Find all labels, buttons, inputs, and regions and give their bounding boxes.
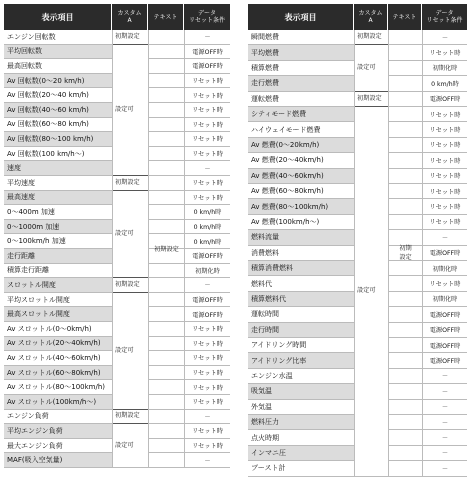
reset-condition-cell: － bbox=[422, 369, 467, 383]
row-label: 0～1000m 加速 bbox=[4, 220, 112, 234]
reset-condition-cell: 電源OFF時 bbox=[422, 246, 467, 260]
row-label: 外気温 bbox=[251, 402, 272, 411]
reset-condition-cell: リセット時 bbox=[422, 107, 467, 121]
header-custom-a: カスタム A bbox=[112, 4, 148, 30]
row-label: 走行距離 bbox=[4, 249, 112, 263]
reset-condition-cell: － bbox=[422, 400, 467, 414]
row-label: Av 燃費(80～100km/h) bbox=[248, 199, 354, 213]
row-label: 吸気温 bbox=[248, 384, 354, 398]
custom-a-group: 設定可 bbox=[113, 424, 148, 467]
reset-condition-cell: リセット時 bbox=[422, 122, 467, 136]
row-label: シティモード燃費 bbox=[248, 107, 354, 121]
reset-condition-cell: － bbox=[422, 415, 467, 429]
reset-condition-cell: 初期化時 bbox=[184, 264, 230, 278]
reset-condition-cell: リセット時 bbox=[422, 169, 467, 183]
reset-condition-cell: － bbox=[184, 453, 230, 467]
table-header bbox=[4, 4, 230, 30]
row-label: インマニ圧 bbox=[248, 446, 354, 460]
reset-condition-cell: － bbox=[422, 430, 467, 444]
row-label: 最大エンジン負荷 bbox=[7, 441, 63, 450]
reset-condition-cell: リセット時 bbox=[184, 337, 230, 351]
row-label: Av 燃費(0～20km/h) bbox=[248, 138, 354, 152]
reset-condition-cell: リセット時 bbox=[422, 184, 467, 198]
reset-condition-cell: リセット時 bbox=[422, 276, 467, 290]
row-label: 消費燃料 bbox=[251, 248, 279, 257]
reset-condition-cell: 電源OFF時 bbox=[422, 92, 467, 106]
row-label: 走行燃費 bbox=[248, 76, 354, 90]
reset-condition-cell: リセット時 bbox=[184, 103, 230, 117]
custom-a-group: 初期設定 bbox=[113, 410, 148, 424]
reset-condition-cell: リセット時 bbox=[422, 199, 467, 213]
row-label: 積算燃料代 bbox=[248, 292, 354, 306]
row-label: Av 燃費(40～60km/h) bbox=[248, 169, 354, 183]
reset-condition-cell: 初期化時 bbox=[422, 61, 467, 75]
custom-a-group: 設定可 bbox=[113, 293, 148, 409]
reset-condition-cell: － bbox=[184, 410, 230, 424]
row-label: ブースト計 bbox=[251, 464, 286, 473]
text-column-value: 初期設定 bbox=[148, 30, 184, 468]
right-table bbox=[248, 4, 467, 477]
custom-a-group: 設定可 bbox=[113, 191, 148, 278]
row-label: 積算走行距離 bbox=[7, 266, 49, 275]
table-body bbox=[4, 30, 230, 468]
reset-condition-cell: リセット時 bbox=[184, 74, 230, 88]
table-body bbox=[248, 30, 467, 477]
reset-condition-cell: 電源OFF時 bbox=[422, 353, 467, 367]
row-label: 燃料代 bbox=[251, 279, 272, 288]
custom-a-group: 設定可 bbox=[355, 107, 388, 476]
reset-condition-cell: リセット時 bbox=[184, 424, 230, 438]
row-label: Av 燃費(60～80km/h) bbox=[251, 187, 324, 196]
column-divider bbox=[354, 30, 355, 477]
row-label: 平均燃費 bbox=[248, 45, 354, 59]
header-text: テキスト bbox=[148, 4, 184, 30]
custom-a-group: 設定可 bbox=[355, 45, 388, 90]
group-separator bbox=[112, 175, 148, 176]
custom-a-group: 初期設定 bbox=[355, 30, 388, 44]
reset-condition-cell: リセット時 bbox=[184, 351, 230, 365]
header-data-reset: データ リセット条件 bbox=[184, 4, 230, 30]
row-label: ハイウェイモード燃費 bbox=[251, 125, 321, 134]
row-label: 0～100km/h 加速 bbox=[7, 237, 66, 246]
reset-condition-cell: 0 km/h時 bbox=[184, 220, 230, 234]
reset-condition-cell: 0 km/h時 bbox=[422, 76, 467, 90]
row-label: 燃料流量 bbox=[248, 230, 354, 244]
row-label: アイドリング時間 bbox=[251, 341, 307, 350]
reset-condition-cell: 電源OFF時 bbox=[184, 293, 230, 307]
reset-condition-cell: リセット時 bbox=[422, 138, 467, 152]
group-separator bbox=[112, 190, 148, 191]
row-label: Av スロットル(40～60km/h) bbox=[7, 353, 101, 362]
reset-condition-cell: 0 km/h時 bbox=[184, 205, 230, 219]
reset-condition-cell: 電源OFF時 bbox=[184, 59, 230, 73]
reset-condition-cell: － bbox=[184, 278, 230, 292]
reset-condition-cell: － bbox=[422, 384, 467, 398]
group-separator bbox=[354, 106, 388, 107]
header-text: テキスト bbox=[388, 4, 422, 30]
row-label: 最高スロットル開度 bbox=[4, 307, 112, 321]
group-separator bbox=[112, 44, 148, 45]
reset-condition-cell: リセット時 bbox=[184, 366, 230, 380]
row-label: Av 回転数(100 km/h～) bbox=[7, 149, 85, 158]
row-label: Av 回転数(60～80 km/h) bbox=[7, 120, 89, 129]
reset-condition-cell: － bbox=[184, 161, 230, 175]
row-label: 瞬間燃費 bbox=[251, 33, 279, 42]
reset-condition-cell: リセット時 bbox=[184, 88, 230, 102]
reset-condition-cell: 電源OFF時 bbox=[422, 338, 467, 352]
left-table bbox=[4, 4, 230, 468]
reset-condition-cell: リセット時 bbox=[422, 153, 467, 167]
reset-condition-cell: リセット時 bbox=[184, 380, 230, 394]
row-label: エンジン水温 bbox=[251, 371, 293, 380]
row-label: Av 回転数(0～20 km/h) bbox=[4, 74, 112, 88]
reset-condition-cell: － bbox=[184, 30, 230, 44]
reset-condition-cell: 電源OFF時 bbox=[422, 307, 467, 321]
row-label: エンジン負荷 bbox=[7, 412, 49, 421]
row-label: 最高回転数 bbox=[7, 61, 42, 70]
group-separator bbox=[354, 44, 388, 45]
row-label: 走行時間 bbox=[248, 323, 354, 337]
row-label: アイドリング比率 bbox=[248, 353, 354, 367]
reset-condition-cell: 電源OFF時 bbox=[184, 307, 230, 321]
row-label: 積算燃費 bbox=[251, 63, 279, 72]
group-separator bbox=[112, 409, 148, 410]
header-item: 表示項目 bbox=[4, 4, 112, 30]
reset-condition-cell: 電源OFF時 bbox=[184, 45, 230, 59]
row-label: Av 燃費(20～40km/h) bbox=[251, 156, 324, 165]
reset-condition-cell: 初期化時 bbox=[422, 292, 467, 306]
row-label: Av スロットル(20～40km/h) bbox=[4, 337, 112, 351]
reset-condition-cell: － bbox=[422, 461, 467, 475]
row-label: Av スロットル(0～0km/h) bbox=[7, 324, 92, 333]
row-label: Av 回転数(40～60 km/h) bbox=[4, 103, 112, 117]
row-label: Av スロットル(80～100km/h) bbox=[7, 383, 106, 392]
row-label: 最高速度 bbox=[4, 191, 112, 205]
row-label: Av スロットル(100km/h～) bbox=[4, 395, 112, 409]
reset-condition-cell: 0 km/h時 bbox=[184, 234, 230, 248]
reset-condition-cell: リセット時 bbox=[422, 215, 467, 229]
custom-a-group: 初期設定 bbox=[355, 92, 388, 106]
reset-condition-cell: リセット時 bbox=[184, 439, 230, 453]
row-label: スロットル開度 bbox=[4, 278, 112, 292]
column-divider bbox=[112, 30, 113, 468]
row-label: 平均スロットル開度 bbox=[7, 295, 70, 304]
row-label: 積算消費燃料 bbox=[248, 261, 354, 275]
table-header bbox=[248, 4, 467, 30]
row-label: Av 燃費(100km/h～) bbox=[251, 217, 320, 226]
row-label: 運転燃費 bbox=[251, 94, 279, 103]
row-label: Av スロットル(60～80km/h) bbox=[4, 366, 112, 380]
reset-condition-cell: リセット時 bbox=[184, 395, 230, 409]
row-label: 点火時期 bbox=[251, 433, 279, 442]
reset-condition-cell: リセット時 bbox=[422, 45, 467, 59]
group-separator bbox=[112, 423, 148, 424]
row-label: MAF(吸入空気量) bbox=[4, 453, 112, 467]
row-label: 平均エンジン負荷 bbox=[4, 424, 112, 438]
header-item: 表示項目 bbox=[248, 4, 354, 30]
group-separator bbox=[112, 292, 148, 293]
reset-condition-cell: リセット時 bbox=[184, 132, 230, 146]
row-label: 運転時間 bbox=[251, 310, 279, 319]
reset-condition-cell: － bbox=[422, 230, 467, 244]
reset-condition-cell: － bbox=[422, 446, 467, 460]
row-label: 平均速度 bbox=[7, 178, 35, 187]
reset-condition-cell: リセット時 bbox=[184, 322, 230, 336]
reset-condition-cell: 初期化時 bbox=[422, 261, 467, 275]
header-data-reset: データ リセット条件 bbox=[422, 4, 467, 30]
custom-a-group: 初期設定 bbox=[113, 278, 148, 292]
text-column-value: 初期 設定 bbox=[388, 30, 422, 477]
custom-a-group: 初期設定 bbox=[113, 176, 148, 190]
row-label: エンジン回転数 bbox=[7, 32, 56, 41]
reset-condition-cell: リセット時 bbox=[184, 176, 230, 190]
reset-condition-cell: リセット時 bbox=[184, 147, 230, 161]
reset-condition-cell: リセット時 bbox=[184, 191, 230, 205]
custom-a-group: 初期設定 bbox=[113, 30, 148, 44]
group-separator bbox=[354, 91, 388, 92]
group-separator bbox=[112, 277, 148, 278]
row-label: 0～400m 加速 bbox=[7, 207, 55, 216]
reset-condition-cell: － bbox=[422, 30, 467, 44]
row-label: Av 回転数(20～40 km/h) bbox=[7, 91, 89, 100]
reset-condition-cell: 電源OFF時 bbox=[184, 249, 230, 263]
row-label: 平均回転数 bbox=[4, 45, 112, 59]
custom-a-group: 設定可 bbox=[113, 45, 148, 175]
header-custom-a: カスタム A bbox=[354, 4, 388, 30]
row-label: 燃料圧力 bbox=[248, 415, 354, 429]
row-label: Av 回転数(80～100 km/h) bbox=[4, 132, 112, 146]
row-label: 速度 bbox=[4, 161, 112, 175]
reset-condition-cell: 電源OFF時 bbox=[422, 323, 467, 337]
reset-condition-cell: リセット時 bbox=[184, 118, 230, 132]
